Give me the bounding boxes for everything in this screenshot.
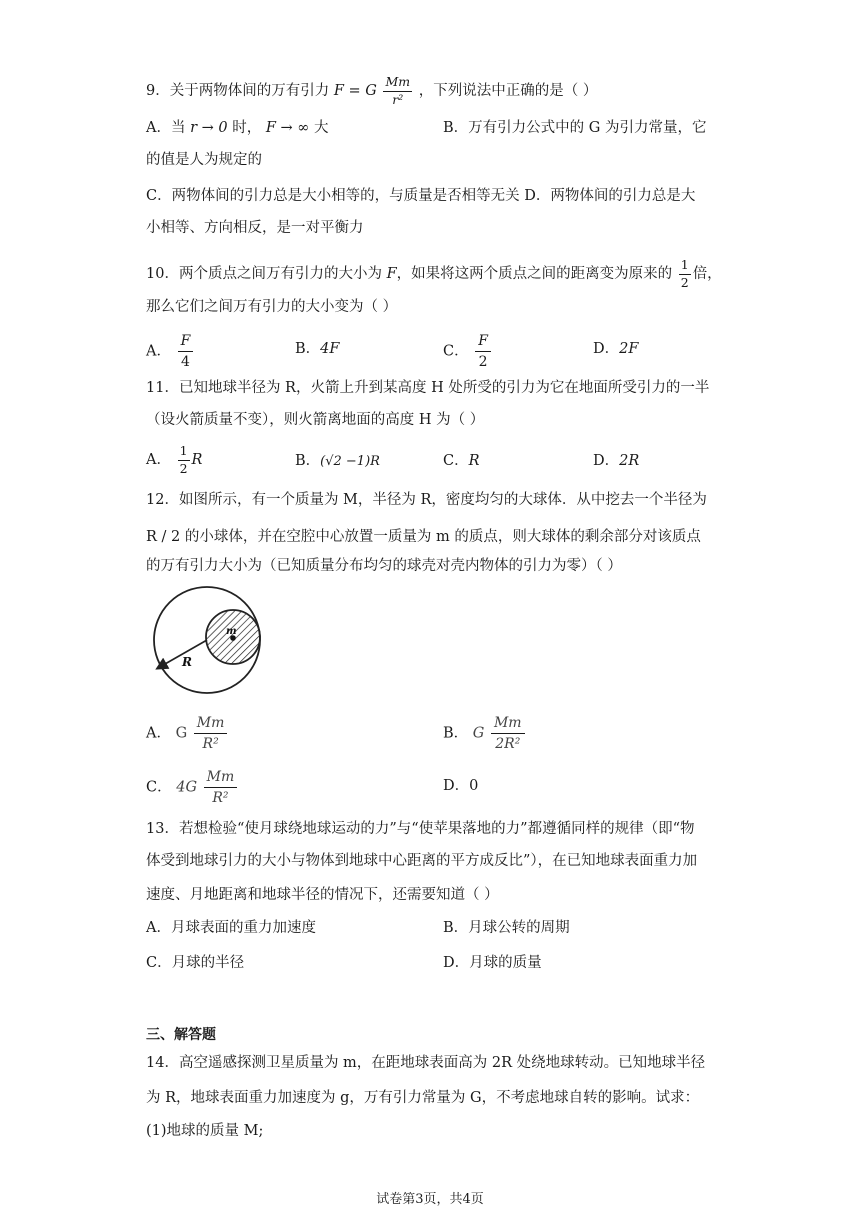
q10-option-b: B．4F <box>295 341 340 357</box>
q13-option-a: A．月球表面的重力加速度 <box>146 920 316 936</box>
q9-stem: 9．关于两物体间的万有引力 F = G $\frac{Mm}{\text{r²}}$ ，下列说法中正确的是（ ） <box>146 74 598 107</box>
q11-option-d: D．2R <box>593 453 640 469</box>
label-R: R <box>182 655 192 669</box>
q14-stem-line1: 14．高空遥感探测卫星质量为 m，在距地球表面高为 2R 处绕地球转动。已知地球半径 <box>146 1055 706 1071</box>
q11-stem-line1: 11．已知地球半径为 R，火箭上升到某高度 H 处所受的引力为它在地面所受引力的一半 <box>146 380 710 396</box>
q12-option-d: D．0 <box>443 778 479 794</box>
q12-option-c: C． 4G $\frac{Mm}{\text{R²}}$ <box>146 770 239 805</box>
q14-stem-line3: (1)地球的质量 M; <box>146 1123 264 1139</box>
q9-option-d: 小相等、方向相反，是一对平衡力 <box>146 220 364 236</box>
q12-stem-line1: 12．如图所示，有一个质量为 M，半径为 R，密度均匀的大球体．从中挖去一个半径为 <box>146 492 707 508</box>
q14-stem-line2: 为 R，地球表面重力加速度为 g，万有引力常量为 G，不考虑地球自转的影响。试求： <box>146 1090 700 1106</box>
q12-option-b: B． G $\frac{Mm}{\text{2R²}}$ <box>443 716 527 751</box>
q12-stem-line2: R / 2 的小球体，并在空腔中心放置一质量为 m 的质点，则大球体的剩余部分对该质点 <box>146 529 701 545</box>
q13-stem-line2: 体受到地球引力的大小与物体到地球中心距离的平方成反比”），在已知地球表面重力加 <box>146 853 698 869</box>
q11-stem-line2: （设火箭质量不变），则火箭离地面的高度 H 为（ ） <box>146 412 485 428</box>
q10-stem-line1: 10．两个质点之间万有引力的大小为 F，如果将这两个质点之间的距离变为原来的 $\frac{1}{2}$ 倍， <box>146 257 722 290</box>
q12-stem-line3: 的万有引力大小为（已知质量分布均匀的球壳对壳内物体的引力为零）（ ） <box>146 558 622 574</box>
q9-option-b-line1: B．万有引力公式中的 G 为引力常量，它 <box>443 120 707 136</box>
q13-option-b: B．月球公转的周期 <box>443 920 570 936</box>
q11-option-c: C．R <box>443 453 480 469</box>
page-footer: 试卷第3页，共4页 <box>376 1192 484 1207</box>
q13-stem-line1: 13．若想检验“使月球绕地球运动的力”与“使苹果落地的力”都遵循同样的规律（即“物 <box>146 821 695 837</box>
q11-option-a: A． $\frac{1}{2}$ R <box>146 443 203 476</box>
label-m: m <box>226 626 237 637</box>
q10-stem-line2: 那么它们之间万有引力的大小变为（ ） <box>146 299 398 315</box>
q13-option-c: C．月球的半径 <box>146 955 245 971</box>
q11-option-b: B．(√2 −1)R <box>295 453 380 469</box>
q10-option-c: C． $\frac{F}{2}$ <box>443 334 493 369</box>
q10-option-d: D．2F <box>593 341 639 357</box>
q10-fraction-half: $\frac{1}{2}$ <box>680 257 689 290</box>
q10-option-a: A． $\frac{F}{4}$ <box>146 334 195 369</box>
q12-sphere-figure <box>146 586 268 696</box>
section-title: 三、解答题 <box>146 1027 216 1043</box>
q9-option-c: C．两物体间的引力总是大小相等的，与质量是否相等无关 D．两物体间的引力总是大 <box>146 188 696 204</box>
q9-formula-lhs: F = G <box>333 83 377 99</box>
q9-option-a: A．当 r → 0 时， F → ∞ 大 <box>146 120 329 136</box>
q13-option-d: D．月球的质量 <box>443 955 542 971</box>
q9-formula-fraction: $\frac{Mm}{\text{r²}}$ <box>385 74 411 107</box>
q12-option-a: A． G $\frac{Mm}{\text{R²}}$ <box>146 716 229 751</box>
q13-stem-line3: 速度、月地距离和地球半径的情况下，还需要知道（ ） <box>146 887 499 903</box>
q9-option-b-line2: 的值是人为规定的 <box>146 152 262 168</box>
